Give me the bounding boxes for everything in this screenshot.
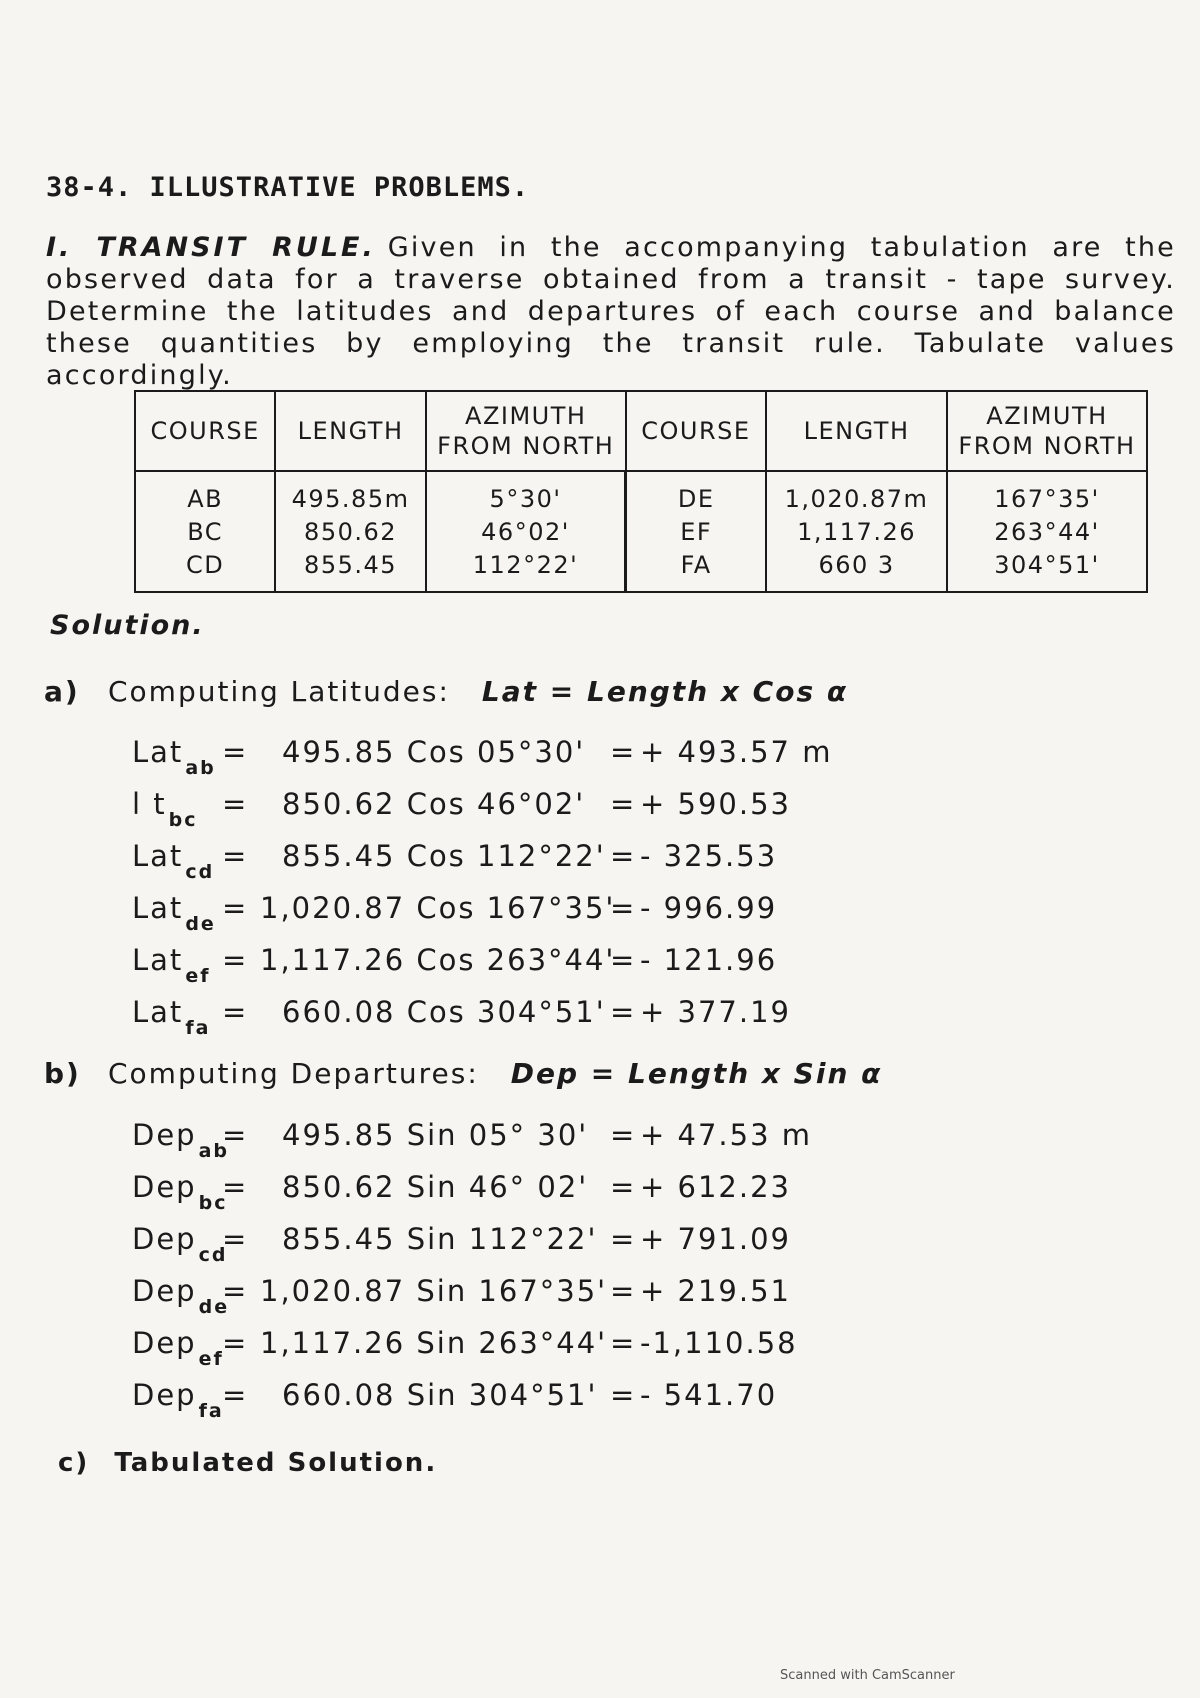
header-azimuth-2: AZIMUTH FROM NORTH [947,391,1147,471]
cell-course: EF [626,515,766,548]
header-length-1: LENGTH [275,391,425,471]
problem-statement [46,232,1176,392]
departure-row [132,1222,1032,1270]
departure-row [132,1326,1032,1374]
equals-sign: = [222,735,249,769]
result: - 996.99 [640,891,778,925]
equals-sign: = [222,943,249,977]
equals-sign: = [222,787,249,821]
lhs-label: Dep $_{ab}$ [132,1118,230,1162]
result: + 590.53 [640,787,791,821]
lhs-label: Lat $_{de}$ [132,891,216,935]
cell-length: 1,117.26 [766,515,947,548]
header-azimuth-1: AZIMUTH FROM NORTH [426,391,626,471]
table-header-row [135,391,1147,471]
table-row [135,471,1147,515]
result: -1,110.58 [640,1326,798,1360]
part-b-tag: b) [44,1057,81,1090]
cell-azimuth: 167°35' [947,471,1147,515]
scanner-watermark: Scanned with CamScanner [780,1668,955,1683]
cell-length: 660 3 [766,548,947,592]
result: + 47.53 m [640,1118,813,1152]
lhs-label: Dep $_{de}$ [132,1274,230,1318]
departure-row [132,1170,1032,1218]
equals-sign: = [610,1274,637,1308]
expression: 850.62 Sin 46° 02' [282,1170,589,1204]
given-data-table [134,390,1148,593]
latitude-row [132,995,1032,1043]
expression: 850.62 Cos 46°02' [282,787,586,821]
equals-sign: = [222,839,249,873]
cell-course: DE [626,471,766,515]
equals-sign: = [222,995,249,1029]
tabulated-title: Tabulated Solution. [114,1448,438,1478]
expression: 1,117.26 Sin 263°44' [260,1326,608,1360]
latitude-row [132,735,1032,783]
equals-sign: = [610,735,637,769]
latitudes-title: Computing Latitudes: [108,675,450,708]
latitude-row [132,839,1032,887]
part-c-tag: c) [58,1448,90,1478]
latitude-row [132,891,1032,939]
expression: 855.45 Cos 112°22' [282,839,606,873]
equals-sign: = [610,1378,637,1412]
latitudes-heading [44,675,848,708]
expression: 660.08 Cos 304°51' [282,995,606,1029]
lhs-label: Lat $_{fa}$ [132,995,211,1039]
equals-sign: = [222,1274,249,1308]
latitude-row [132,943,1032,991]
equals-sign: = [222,1378,249,1412]
cell-azimuth: 263°44' [947,515,1147,548]
equals-sign: = [222,891,249,925]
equals-sign: = [610,1222,637,1256]
cell-azimuth: 304°51' [947,548,1147,592]
header-length-2: LENGTH [766,391,947,471]
expression: 1,117.26 Cos 263°44' [260,943,616,977]
header-course-1: COURSE [135,391,275,471]
departure-row [132,1118,1032,1166]
cell-azimuth: 46°02' [426,515,626,548]
latitude-row [132,787,1032,835]
departure-formula: Dep = Length x Sin α [510,1057,883,1090]
departures-heading [44,1057,882,1090]
cell-course: FA [626,548,766,592]
problem-text: Given in the accompanying tabulation are the observed data for a traverse obtained from a transit - tape survey. Determine the latitudes and departures of each course and balance these quantities by employing the transit rule. Tabulate values accordingly. [46,232,1176,391]
cell-length: 1,020.87m [766,471,947,515]
lhs-label: l t $_{bc}$ [132,787,198,831]
expression: 1,020.87 Cos 167°35' [260,891,616,925]
cell-course: CD [135,548,275,592]
expression: 660.08 Sin 304°51' [282,1378,598,1412]
table-row [135,515,1147,548]
result: + 493.57 m [640,735,833,769]
cell-length: 850.62 [275,515,425,548]
equals-sign: = [610,1326,637,1360]
cell-course: AB [135,471,275,515]
cell-course: BC [135,515,275,548]
result: + 377.19 [640,995,791,1029]
equals-sign: = [610,891,637,925]
expression: 495.85 Cos 05°30' [282,735,586,769]
lhs-label: Dep $_{ef}$ [132,1326,224,1370]
cell-length: 855.45 [275,548,425,592]
equals-sign: = [610,839,637,873]
result: + 791.09 [640,1222,791,1256]
equals-sign: = [610,1170,637,1204]
cell-azimuth: 112°22' [426,548,626,592]
lhs-label: Lat $_{ab}$ [132,735,216,779]
cell-azimuth: 5°30' [426,471,626,515]
lhs-label: Dep $_{cd}$ [132,1222,228,1266]
departure-row [132,1274,1032,1322]
equals-sign: = [222,1118,249,1152]
lhs-label: Lat $_{cd}$ [132,839,215,883]
tabulated-solution-label [58,1448,437,1478]
latitude-formula: Lat = Length x Cos α [481,675,849,708]
departure-row [132,1378,1032,1426]
table-row [135,548,1147,592]
header-course-2: COURSE [626,391,766,471]
part-a-tag: a) [44,675,80,708]
expression: 1,020.87 Sin 167°35' [260,1274,608,1308]
problem-title: I. TRANSIT RULE. [46,232,376,263]
result: - 325.53 [640,839,778,873]
equals-sign: = [222,1170,249,1204]
section-heading: 38-4. ILLUSTRATIVE PROBLEMS. [46,172,530,203]
expression: 855.45 Sin 112°22' [282,1222,598,1256]
result: - 121.96 [640,943,778,977]
equals-sign: = [222,1222,249,1256]
lhs-label: Lat $_{ef}$ [132,943,211,987]
equals-sign: = [610,787,637,821]
equals-sign: = [222,1326,249,1360]
lhs-label: Dep $_{fa}$ [132,1378,224,1422]
result: + 612.23 [640,1170,791,1204]
equals-sign: = [610,1118,637,1152]
result: + 219.51 [640,1274,791,1308]
cell-length: 495.85m [275,471,425,515]
result: - 541.70 [640,1378,778,1412]
lhs-label: Dep $_{bc}$ [132,1170,228,1214]
equals-sign: = [610,943,637,977]
equals-sign: = [610,995,637,1029]
departures-title: Computing Departures: [108,1057,479,1090]
solution-label: Solution. [50,610,205,641]
expression: 495.85 Sin 05° 30' [282,1118,589,1152]
